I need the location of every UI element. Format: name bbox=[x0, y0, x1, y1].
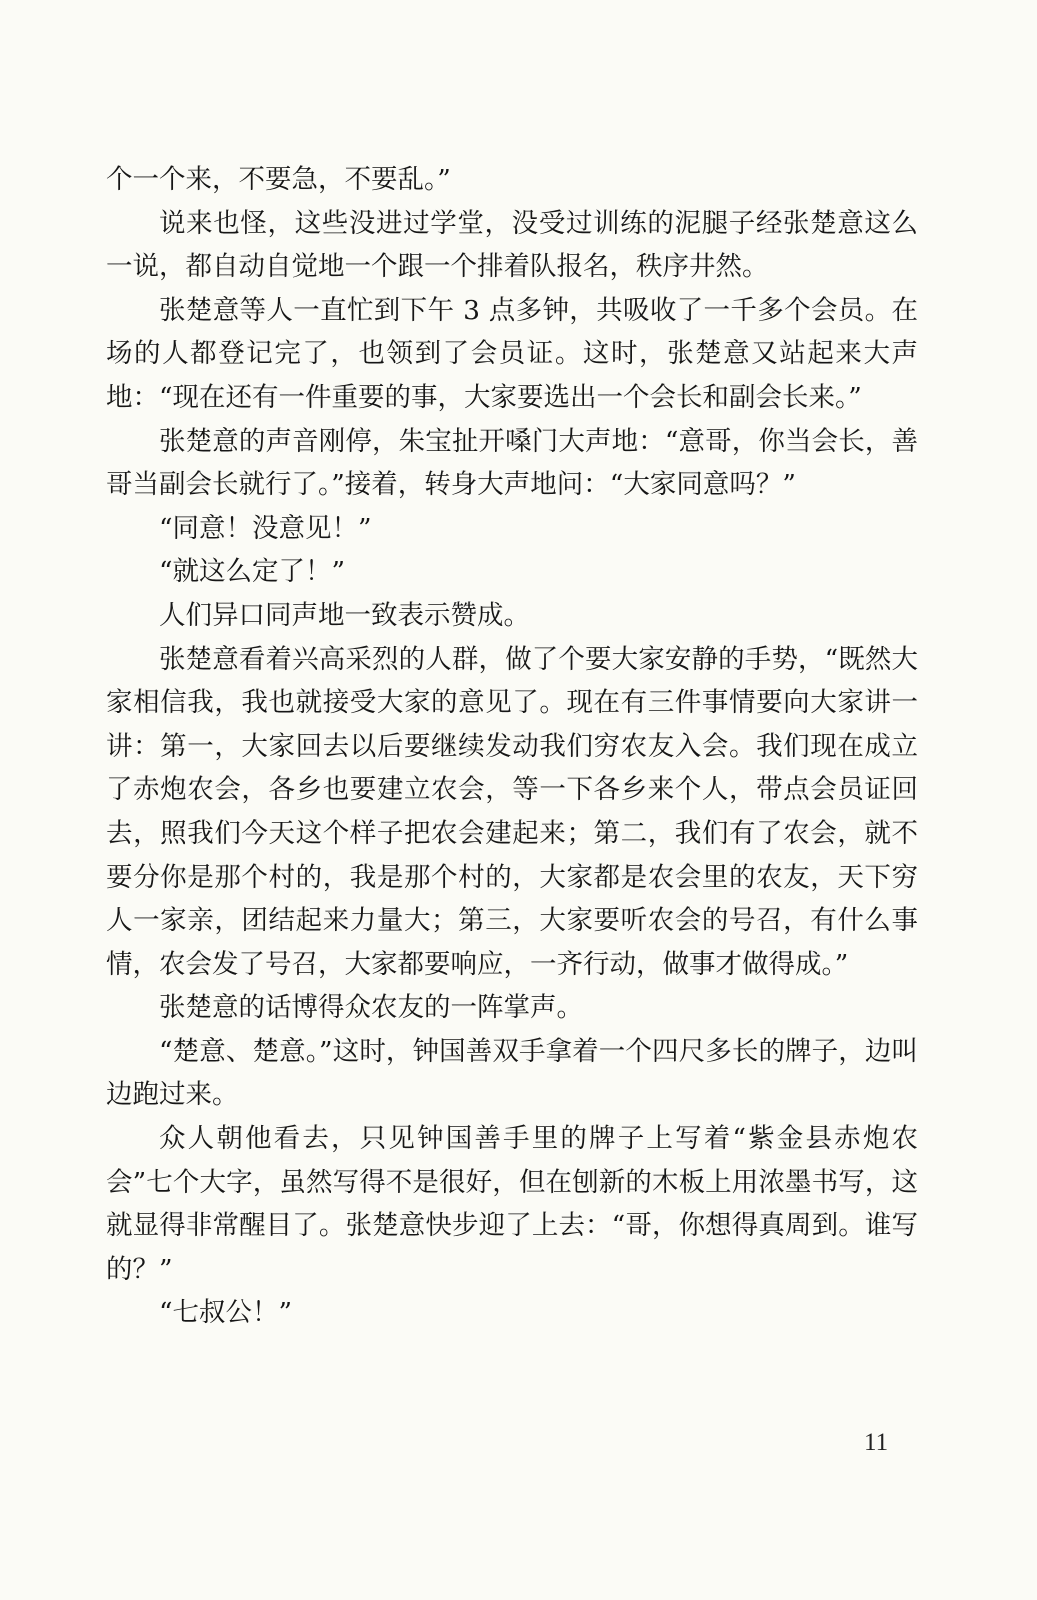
paragraph: 张楚意的话博得众农友的一阵掌声。 bbox=[159, 992, 583, 1024]
paragraph: “七叔公！” bbox=[159, 1297, 293, 1329]
paragraph: “楚意、楚意。”这时，钟国善双手拿着一个四尺多长的牌子，边叫边跑过来。 bbox=[106, 1035, 918, 1111]
paragraph: 张楚意的声音刚停，朱宝扯开嗓门大声地：“意哥，你当会长，善哥当副会长就行了。”接着，转身大声地问：“大家同意吗？” bbox=[106, 425, 918, 501]
paragraph: 众人朝他看去，只见钟国善手里的牌子上写着“紫金县赤炮农会”七个大字，虽然写得不是很好，但在刨新的木板上用浓墨书写，这就显得非常醒目了。张楚意快步迎了上去：“哥，你想得真周到。谁写的？” bbox=[106, 1123, 918, 1285]
page-number: 11 bbox=[864, 1429, 889, 1456]
paragraph: “同意！没意见！” bbox=[159, 512, 372, 544]
paragraph: 说来也怪，这些没进过学堂，没受过训练的泥腿子经张楚意这么一说，都自动自觉地一个跟一个排着队报名，秩序井然。 bbox=[106, 207, 918, 283]
paragraph: 人们异口同声地一致表示赞成。 bbox=[159, 599, 530, 631]
paragraph: 个一个来，不要急，不要乱。” bbox=[106, 164, 451, 195]
body-text bbox=[106, 158, 918, 1335]
paragraph: 张楚意看着兴高采烈的人群，做了个要大家安静的手势，“既然大家相信我，我也就接受大家的意见了。现在有三件事情要向大家讲一讲：第一，大家回去以后要继续发动我们穷农友入会。我们现在成立了赤炮农会，各乡也要建立农会，等一下各乡来个人，带点会员证回去，照我们今天这个样子把农会建起来；第二，我们有了农会，就不要分你是那个村的，我是那个村的，大家都是农会里的农友，天下穷人一家亲，团结起来力量大；第三，大家要听农会的号召，有什么事情，农会发了号召，大家都要响应，一齐行动，做事才做得成。” bbox=[106, 643, 918, 980]
paragraph: “就这么定了！” bbox=[159, 556, 346, 588]
paragraph: 张楚意等人一直忙到下午 3 点多钟，共吸收了一千多个会员。在场的人都登记完了，也领到了会员证。这时，张楚意又站起来大声地：“现在还有一件重要的事，大家要选出一个会长和副会长来。” bbox=[106, 294, 918, 413]
